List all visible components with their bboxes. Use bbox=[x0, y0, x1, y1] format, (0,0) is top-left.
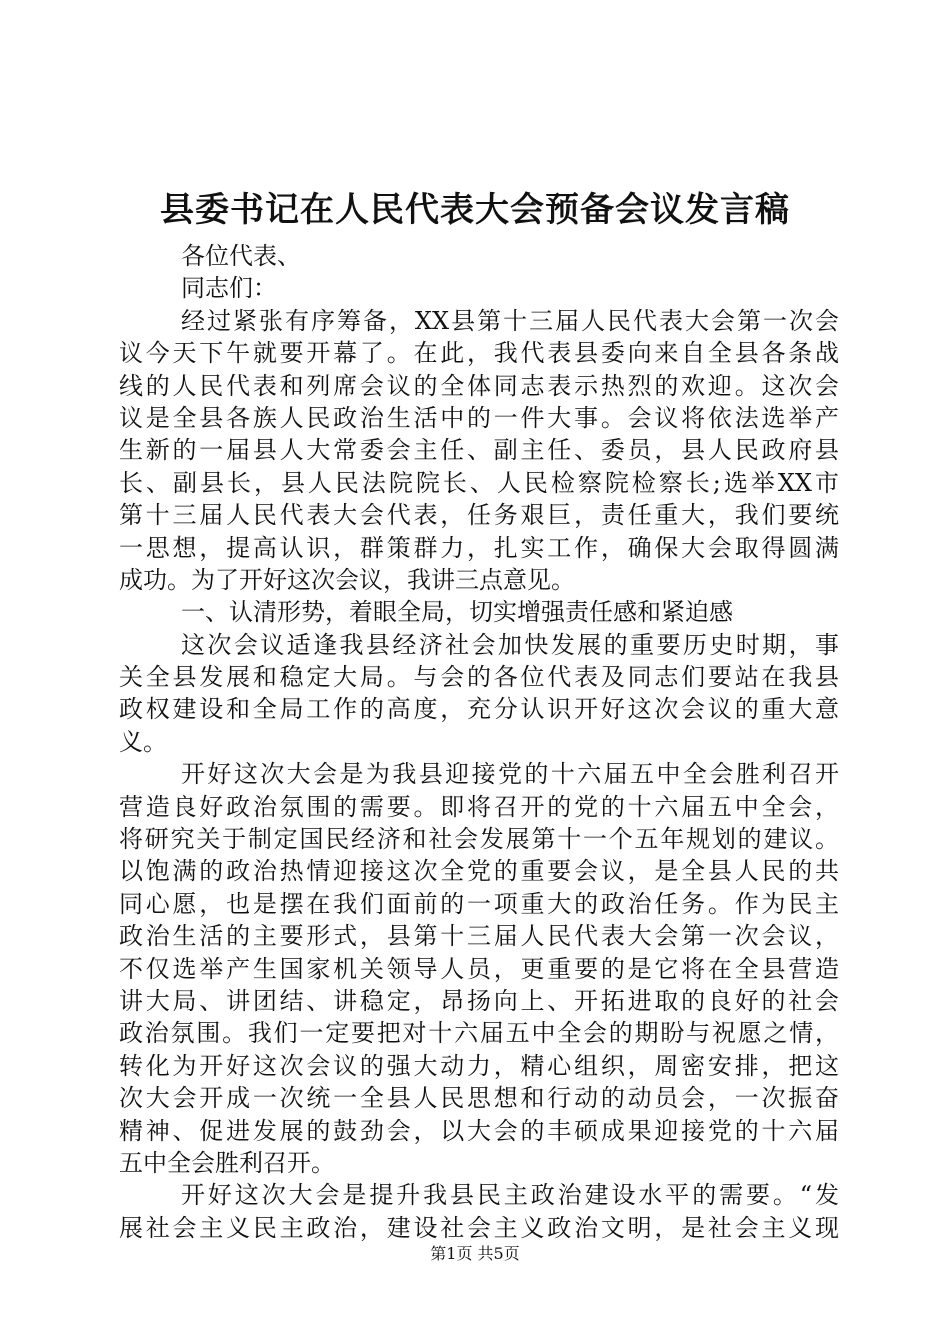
paragraph-line: 精神、促进发展的鼓劲会，以大会的丰硕成果迎接党的十六届 bbox=[119, 1116, 839, 1145]
paragraph-line: 政治生活的主要形式，县第十三届人民代表大会第一次会议， bbox=[119, 922, 839, 951]
paragraph-line: 义。 bbox=[119, 727, 167, 756]
paragraph-line: 五中全会胜利召开。 bbox=[119, 1148, 335, 1177]
paragraph-line: 转化为开好这次会议的强大动力，精心组织，周密安排，把这 bbox=[119, 1051, 839, 1080]
paragraph-line: 将研究关于制定国民经济和社会发展第十一个五年规划的建议。 bbox=[119, 825, 839, 854]
paragraph-line: 成功。为了开好这次会议，我讲三点意见。 bbox=[119, 565, 575, 594]
page-number: 第1页 共5页 bbox=[430, 1244, 520, 1263]
paragraph-line: 开好这次大会是为我县迎接党的十六届五中全会胜利召开 bbox=[181, 760, 839, 789]
salutation-line: 各位代表、 bbox=[181, 242, 301, 270]
paragraph-line: 经过紧张有序筹备，XX县第十三届人民代表大会第一次会 bbox=[181, 306, 839, 335]
paragraph-line: 第十三届人民代表大会代表，任务艰巨，责任重大，我们要统 bbox=[119, 501, 839, 530]
paragraph-line: 讲大局、讲团结、讲稳定，昂扬向上、开拓进取的良好的社会 bbox=[119, 986, 839, 1015]
paragraph-line: 这次会议适逢我县经济社会加快发展的重要历史时期，事 bbox=[181, 630, 839, 659]
paragraph-line: 同心愿，也是摆在我们面前的一项重大的政治任务。作为民主 bbox=[119, 889, 839, 918]
paragraph-line: 议是全县各族人民政治生活中的一件大事。会议将依法选举产 bbox=[119, 403, 839, 432]
paragraph-line: 不仅选举产生国家机关领导人员，更重要的是它将在全县营造 bbox=[119, 954, 839, 983]
paragraph-line: 生新的一届县人大常委会主任、副主任、委员，县人民政府县 bbox=[119, 436, 839, 465]
paragraph-line: 以饱满的政治热情迎接这次全党的重要会议，是全县人民的共 bbox=[119, 857, 839, 886]
salutation-line: 同志们： bbox=[181, 274, 277, 303]
paragraph-line: 次大会开成一次统一全县人民思想和行动的动员会，一次振奋 bbox=[119, 1084, 839, 1113]
paragraph-line: 开好这次大会是提升我县民主政治建设水平的需要。“发 bbox=[181, 1181, 839, 1210]
section-heading: 一、认清形势，着眼全局，切实增强责任感和紧迫感 bbox=[181, 598, 733, 627]
paragraph-line: 关全县发展和稳定大局。与会的各位代表及同志们要站在我县 bbox=[119, 663, 839, 692]
paragraph-line: 营造良好政治氛围的需要。即将召开的党的十六届五中全会， bbox=[119, 792, 839, 821]
document-title: 县委书记在人民代表大会预备会议发言稿 bbox=[160, 190, 790, 230]
paragraph-line: 政治氛围。我们一定要把对十六届五中全会的期盼与祝愿之情， bbox=[119, 1019, 839, 1048]
paragraph-line: 议今天下午就要开幕了。在此，我代表县委向来自全县各条战 bbox=[119, 339, 839, 368]
paragraph-line: 展社会主义民主政治，建设社会主义政治文明，是社会主义现 bbox=[119, 1213, 839, 1242]
paragraph-line: 一思想，提高认识，群策群力，扎实工作，确保大会取得圆满 bbox=[119, 533, 839, 562]
paragraph-line: 政权建设和全局工作的高度，充分认识开好这次会议的重大意 bbox=[119, 695, 839, 724]
paragraph-line: 线的人民代表和列席会议的全体同志表示热烈的欢迎。这次会 bbox=[119, 371, 839, 400]
document-body bbox=[119, 240, 839, 1244]
paragraph-line: 长、副县长，县人民法院院长、人民检察院检察长;选举XX市 bbox=[119, 468, 839, 497]
